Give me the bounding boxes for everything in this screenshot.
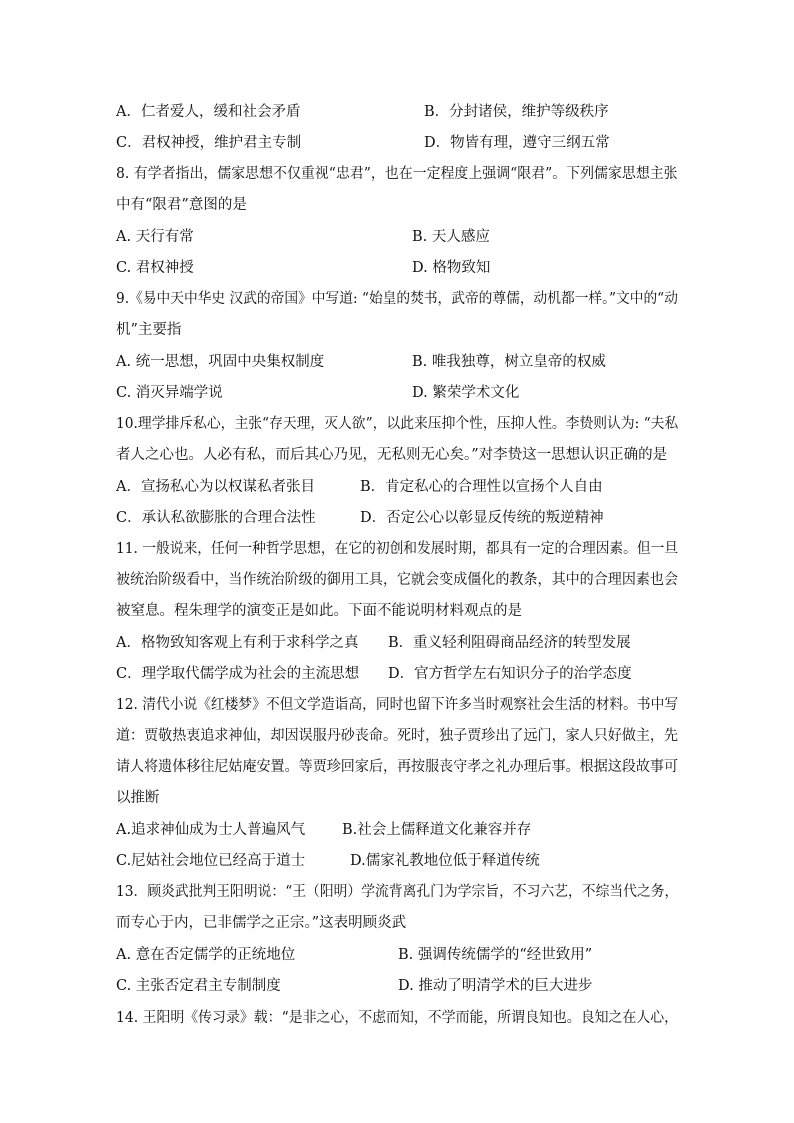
- q10-option-a: A．宣扬私心为以权谋私者张目: [116, 479, 315, 495]
- q11-option-b: B．重义轻利阻碍商品经济的转型发展: [388, 635, 631, 651]
- q9-option-b: B. 唯我独尊，树立皇帝的权威: [412, 354, 606, 370]
- q11-stem-line: 被窒息。程朱理学的演变正是如此。下面不能说明材料观点的是: [116, 603, 522, 619]
- q13-stem-line: 而专心于内，已非儒学之正宗。”这表明顾炎武: [116, 915, 407, 931]
- q11-option-c: C．理学取代儒学成为社会的主流思想: [116, 666, 360, 682]
- q11-stem-line: 11. 一般说来，任何一种哲学思想，在它的初创和发展时期，都具有一定的合理因素。但一旦: [116, 541, 679, 557]
- q13-stem-line: 13．顾炎武批判王阳明说：“王（阳明）学流背离孔门为学宗旨，不习六艺，不综当代之务，: [116, 884, 679, 900]
- q14-stem-line: 14. 王阳明《传习录》载：“是非之心，不虑而知，不学而能，所谓良知也。良知之在人心，: [116, 1010, 679, 1026]
- q8-option-b: B. 天人感应: [412, 229, 490, 245]
- q7-option-d: D．物皆有理，遵守三纲五常: [424, 135, 610, 151]
- q11-stem-line: 被统治阶级看中，当作统治阶级的御用工具，它就会变成僵化的教条，其中的合理因素也会: [116, 572, 679, 588]
- q12-option-b: B.社会上儒释道文化兼容并存: [342, 822, 532, 838]
- q10-option-d: D．否定公心以彰显反传统的叛逆精神: [360, 510, 604, 526]
- q9-stem-line: 机”主要指: [116, 322, 182, 338]
- q9-option-d: D. 繁荣学术文化: [412, 385, 520, 401]
- q10-option-c: C．承认私欲膨胀的合理合法性: [116, 510, 316, 526]
- q12-option-c: C.尼姑社会地位已经高于道士: [116, 853, 306, 869]
- q9-option-a: A. 统一思想，巩固中央集权制度: [116, 354, 325, 370]
- q12-stem-line: 12. 清代小说《红楼梦》不但文学造诣高，同时也留下许多当时观察社会生活的材料。书中写: [116, 697, 679, 713]
- q8-stem-line: 中有“限君”意图的是: [116, 197, 247, 213]
- q13-option-d: D. 推动了明清学术的巨大进步: [398, 978, 593, 994]
- q13-option-a: A. 意在否定儒学的正统地位: [116, 947, 296, 963]
- q8-option-a: A. 天行有常: [116, 229, 194, 245]
- q8-stem-line: 8. 有学者指出，儒家思想不仅重视“忠君”，也在一定程度上强调“限君”。下列儒家思想主张: [116, 166, 678, 182]
- q7-option-b: B．分封诸侯，维护等级秩序: [424, 104, 609, 120]
- q7-option-c: C．君权神授，维护君主专制: [116, 135, 302, 151]
- q13-option-c: C. 主张否定君主专制制度: [116, 978, 281, 994]
- q8-option-d: D. 格物致知: [412, 260, 491, 276]
- q7-option-a: A．仁者爱人，缓和社会矛盾: [116, 104, 301, 120]
- q12-option-d: D.儒家礼教地位低于释道传统: [350, 853, 540, 869]
- q12-stem-line: 请人将遗体移往尼姑庵安置。等贾珍回家后，再按服丧守孝之礼办理后事。根据这段故事可: [116, 759, 679, 775]
- q11-option-d: D．官方哲学左右知识分子的治学态度: [388, 666, 632, 682]
- q13-option-b: B. 强调传统儒学的“经世致用”: [398, 947, 593, 963]
- q11-option-a: A．格物致知客观上有利于求科学之真: [116, 635, 359, 651]
- q12-stem-line: 以推断: [116, 790, 160, 806]
- q12-option-a: A.追求神仙成为士人普遍风气: [116, 822, 306, 838]
- q10-option-b: B．肯定私心的合理性以宣扬个人自由: [360, 479, 603, 495]
- q9-stem-line: 9.《易中天中华史 汉武的帝国》中写道: “始皇的焚书，武帝的尊儒，动机都一样。”文中的“动: [116, 291, 678, 307]
- q10-stem-line: 者人之心也。人必有私，而后其心乃见，无私则无心矣。”对李贽这一思想认识正确的是: [116, 447, 668, 463]
- q9-option-c: C. 消灭异端学说: [116, 385, 223, 401]
- q12-stem-line: 道：贾敬热衷追求神仙，却因误服丹砂丧命。死时，独子贾珍出了远门，家人只好做主，先: [116, 728, 679, 744]
- q8-option-c: C. 君权神授: [116, 260, 194, 276]
- q10-stem-line: 10.理学排斥私心，主张“存天理，灭人欲”，以此来压抑个性，压抑人性。李贽则认为: “夫私: [116, 416, 679, 432]
